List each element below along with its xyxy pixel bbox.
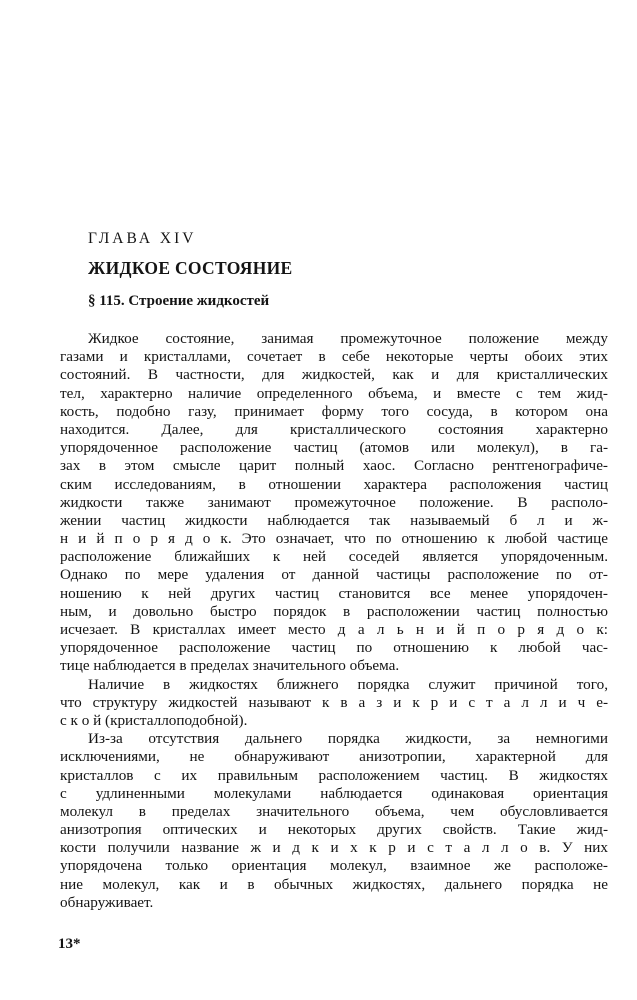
text-line: упорядоченное расположение частиц (атомов или молекул), в га-	[60, 439, 608, 457]
text-line: молекул в пределах значительного объема, чем обусловливается	[60, 802, 608, 820]
text-line: упорядоченное расположение частиц по отношению к любой час-	[60, 639, 608, 657]
text-line: газами и кристаллами, сочетает в себе некоторые черты обоих этих	[60, 348, 608, 366]
text-line: жидкости также занимают промежуточное положение. В располо-	[60, 493, 608, 511]
chapter-title: ЖИДКОЕ СОСТОЯНИЕ	[88, 258, 293, 278]
paragraph	[60, 330, 608, 676]
text-line: кости получили название ж и д к и х к р и с т а л л о в. У них	[60, 839, 608, 857]
text-line: ношению к ней других частиц становится все менее упорядочен-	[60, 584, 608, 602]
text-line: расположение ближайших к ней соседей является упорядоченным.	[60, 548, 608, 566]
text-line: ским исследованиям, в отношении характера расположения частиц	[60, 475, 608, 493]
text-line: Наличие в жидкостях ближнего порядка служит причиной того,	[88, 675, 608, 693]
text-line: ние молекул, как и в обычных жидкостях, дальнего порядка не	[60, 875, 608, 893]
paragraph	[60, 676, 608, 731]
text-line: Однако по мере удаления от данной частицы расположение по от-	[60, 566, 608, 584]
text-line: тице наблюдается в пределах значительного объема.	[60, 657, 400, 675]
text-line: с удлиненными молекулами наблюдается одинаковая ориентация	[60, 784, 608, 802]
text-line: состояний. В частности, для жидкостей, как и для кристаллических	[60, 366, 608, 384]
text-line: Жидкое состояние, занимая промежуточное положение между	[88, 330, 608, 347]
text-line: обнаруживает.	[60, 893, 154, 911]
text-line: тел, характерно наличие определенного объема, и вместе с тем жид-	[60, 384, 608, 402]
text-line: исчезает. В кристаллах имеет место д а л ь н и й п о р я д о к:	[60, 621, 608, 638]
text-line: анизотропия оптических и некоторых других свойств. Такие жид-	[60, 821, 608, 839]
text-line: жении частиц жидкости наблюдается так называемый б л и ж-	[60, 511, 608, 529]
section-heading: § 115. Строение жидкостей	[88, 293, 270, 309]
text-line: упорядочена только ориентация молекул, взаимное же расположе-	[60, 857, 608, 875]
text-line: находится. Далее, для кристаллического состояния характерно	[60, 420, 608, 438]
page-number: 13*	[58, 936, 81, 952]
text-line: Из-за отсутствия дальнего порядка жидкости, за немногими	[88, 730, 608, 748]
text-line: кость, подобно газу, принимает форму того сосуда, в котором она	[60, 402, 608, 420]
text-line: н и й п о р я д о к. Это означает, что по отношению к любой частице	[60, 530, 608, 548]
body-text	[60, 330, 608, 912]
text-line: ным, и довольно быстро порядок в расположении частиц полностью	[60, 602, 608, 620]
text-line: что структуру жидкостей называют к в а з и к р и с т а л л и ч е-	[60, 693, 608, 711]
text-line: зах в этом смысле царит полный хаос. Согласно рентгенографиче-	[60, 457, 608, 475]
text-line: с к о й (кристаллоподобной).	[60, 711, 248, 729]
text-line: кристаллов с их правильным расположением частиц. В жидкостях	[60, 766, 608, 784]
paragraph	[60, 730, 608, 912]
text-line: исключениями, не обнаруживают анизотропии, характерной для	[60, 748, 608, 766]
chapter-heading: ГЛАВА XIV	[88, 230, 197, 247]
